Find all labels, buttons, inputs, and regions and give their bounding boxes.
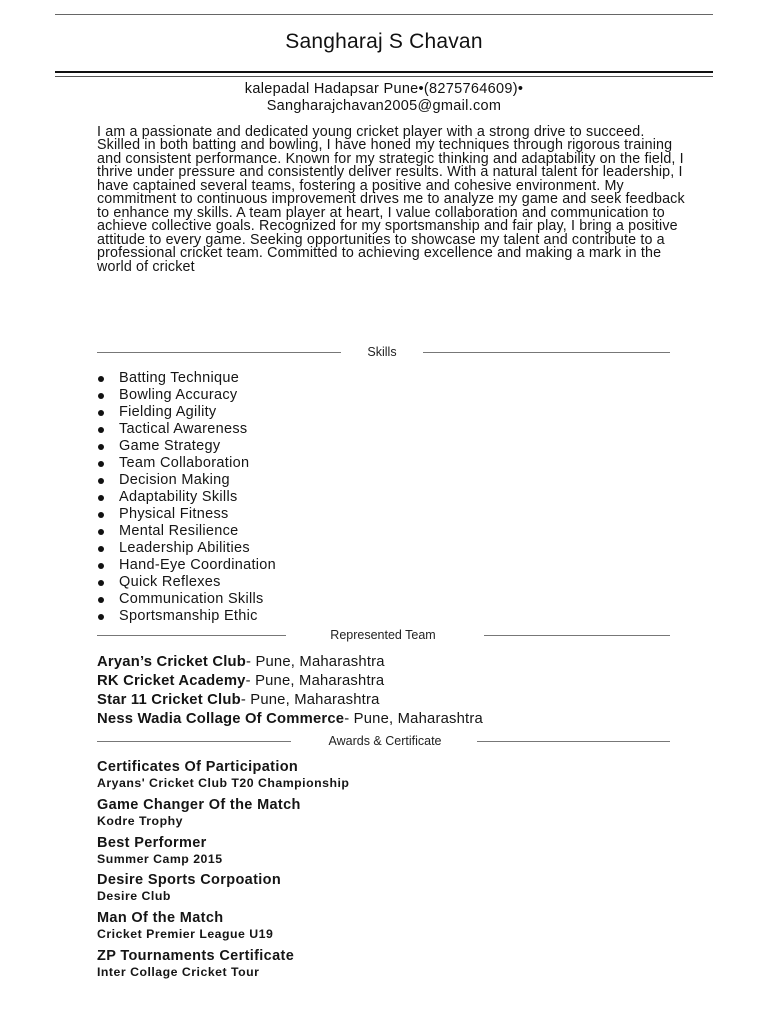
award-detail: Cricket Premier League U19 (97, 927, 274, 942)
award-detail: Inter Collage Cricket Tour (97, 964, 260, 979)
skill-item (97, 540, 276, 557)
teams-section-header (97, 628, 670, 642)
bullet-icon (98, 444, 104, 450)
skill-item (97, 506, 276, 523)
skill-label: Leadership Abilities (119, 540, 250, 556)
skill-item (97, 455, 276, 472)
contact-address-phone: kalepadal Hadapsar Pune•(8275764609)• (244, 81, 524, 97)
team-location: - Pune, Maharashtra (240, 692, 380, 708)
awards-list (97, 758, 349, 985)
skill-label: Mental Resilience (119, 523, 239, 539)
section-divider-right (484, 635, 670, 636)
award-detail: Kodre Trophy (97, 813, 183, 828)
award-title: Certificates Of Participation (97, 759, 299, 775)
team-name: Aryan’s Cricket Club (97, 654, 246, 670)
skill-item (97, 489, 276, 506)
award-title: Desire Sports Corpoation (97, 872, 282, 889)
team-item (97, 672, 483, 691)
skill-label: Fielding Agility (119, 404, 217, 420)
skill-label: Quick Reflexes (119, 574, 221, 590)
award-detail: Aryans' Cricket Club T20 Championship (97, 776, 350, 790)
skill-item (97, 387, 276, 404)
bullet-icon (98, 376, 104, 382)
bullet-icon (98, 546, 104, 552)
bullet-icon (98, 597, 104, 603)
awards-section-header (97, 734, 670, 748)
skill-item (97, 404, 276, 421)
contact-email: Sangharajchavan2005@gmail.com (266, 98, 502, 114)
skill-label: Decision Making (119, 472, 230, 488)
bullet-icon (98, 410, 104, 416)
team-item (97, 710, 483, 729)
section-divider-left (97, 352, 341, 353)
skills-section-header (97, 345, 670, 359)
bullet-icon (98, 563, 104, 569)
team-item (97, 691, 483, 710)
skills-list (97, 370, 276, 625)
section-divider-left (97, 741, 291, 742)
bullet-icon (98, 461, 104, 467)
skill-label: Adaptability Skills (119, 489, 238, 505)
bullet-icon (98, 580, 104, 586)
skill-label: Team Collaboration (119, 455, 250, 471)
skill-label: Sportsmanship Ethic (119, 608, 258, 624)
skill-item (97, 608, 276, 625)
award-item (97, 758, 349, 796)
section-divider-left (97, 635, 286, 636)
team-item (97, 653, 483, 672)
award-title: Man Of the Match (97, 910, 224, 927)
skill-label: Game Strategy (119, 438, 221, 454)
skill-label: Communication Skills (119, 591, 264, 607)
awards-title: Awards & Certificate (328, 734, 442, 748)
bullet-icon (98, 427, 104, 433)
bullet-icon (98, 478, 104, 484)
skill-item (97, 557, 276, 574)
section-divider-right (477, 741, 670, 742)
award-detail: Summer Camp 2015 (97, 851, 223, 866)
top-divider (55, 14, 713, 15)
skill-label: Tactical Awareness (119, 421, 248, 437)
skill-label: Hand-Eye Coordination (119, 557, 277, 573)
award-detail: Desire Club (97, 889, 171, 904)
skill-item (97, 591, 276, 608)
skill-item (97, 574, 276, 591)
award-title: Game Changer Of the Match (97, 796, 301, 813)
award-item (97, 834, 349, 872)
bullet-icon (98, 529, 104, 535)
skill-item (97, 370, 276, 387)
team-name: Star 11 Cricket Club (97, 692, 241, 708)
skill-label: Physical Fitness (119, 506, 229, 522)
skill-label: Bowling Accuracy (119, 387, 238, 403)
candidate-name: Sangharaj S Chavan (285, 30, 483, 53)
team-location: - Pune, Maharashtra (245, 673, 385, 689)
bullet-icon (98, 614, 104, 620)
skill-item (97, 523, 276, 540)
award-item (97, 947, 349, 985)
team-location: - Pune, Maharashtra (344, 711, 483, 727)
award-title: Best Performer (97, 834, 207, 851)
skill-item (97, 421, 276, 438)
team-name: RK Cricket Academy (97, 673, 246, 689)
award-title: ZP Tournaments Certificate (97, 947, 295, 964)
award-item (97, 909, 349, 947)
skills-title: Skills (367, 345, 397, 359)
teams-list (97, 653, 483, 729)
award-item (97, 796, 349, 834)
skill-item (97, 438, 276, 455)
skill-label: Batting Technique (119, 370, 240, 386)
award-item (97, 871, 349, 909)
profile-summary: I am a passionate and dedicated young cricket player with a strong drive to succeed. Skilled in both batting and bowling, I have honed my techniques through rigorous training and consistent performance. Known for my strategic thinking and adaptability on the field, I thrive under pressure and consistently deliver results. With a natural talent for leadership, I have captained several teams, fostering a positive and cohesive environment. My commitment to continuous improvement drives me to analyze my game and seek feedback to enhance my skills. A team player at heart, I value collaboration and communication to achieve collective goals. Recognized for my sportsmanship and fair play, I bring a positive attitude to every game. Seeking opportunities to showcase my talent and contribute to a professional cricket team. Committed to achieving excellence and making a mark in the world of cricket (97, 124, 685, 275)
skill-item (97, 472, 276, 489)
bullet-icon (98, 512, 104, 518)
header-divider-thin (55, 76, 713, 77)
team-name: Ness Wadia Collage Of Commerce (97, 711, 345, 727)
bullet-icon (98, 393, 104, 399)
bullet-icon (98, 495, 104, 501)
section-divider-right (423, 352, 670, 353)
header-divider-thick (55, 71, 713, 73)
team-location: - Pune, Maharashtra (246, 654, 385, 670)
teams-title: Represented Team (330, 628, 436, 642)
